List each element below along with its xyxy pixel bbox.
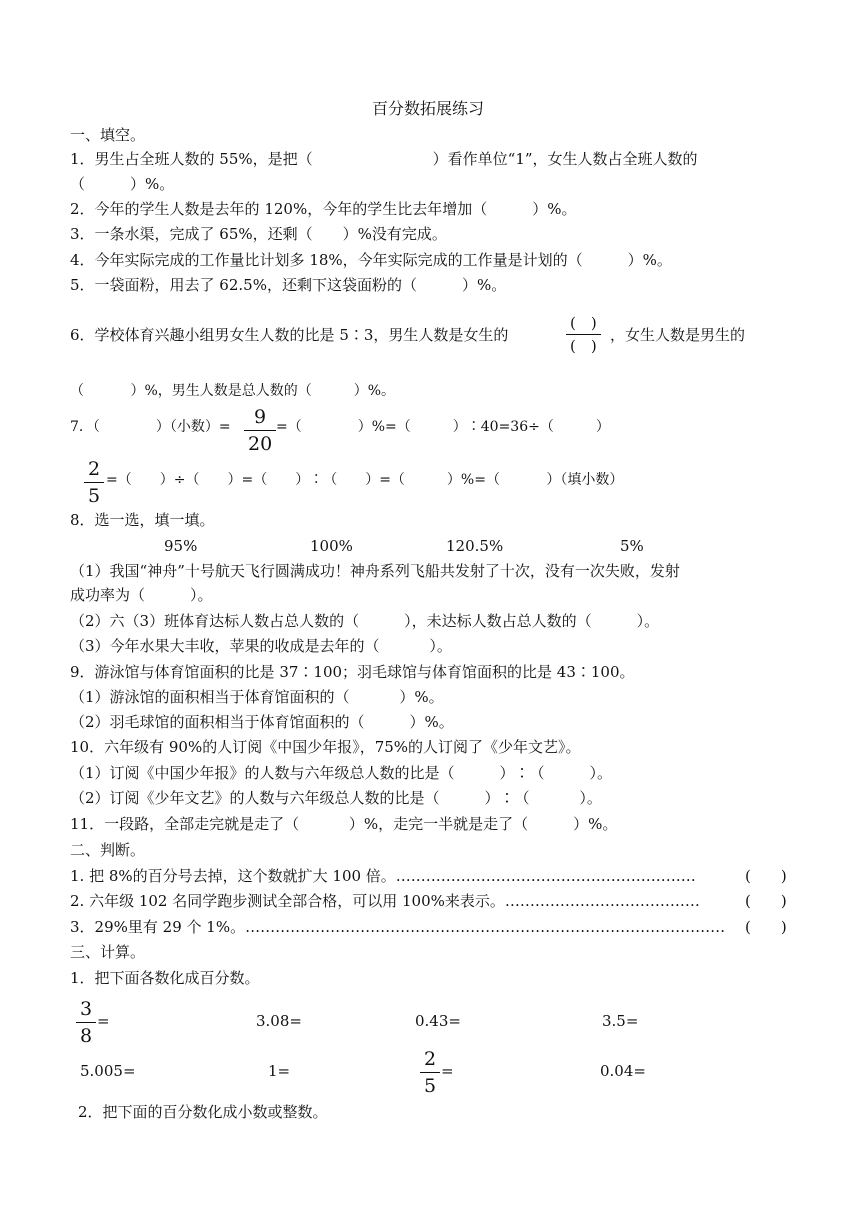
fraction-denominator: 20: [248, 433, 273, 455]
question-7-part-b: =（ ）÷（ ）=（ ）∶（ ）=（ ）%=（ ）（填小数）: [106, 472, 624, 488]
calc-item-3-5: 3.5=: [602, 1012, 639, 1030]
calc-fraction-2-5-equals: =: [441, 1062, 454, 1080]
calc-item-1: 1=: [268, 1062, 291, 1080]
calc-subheading-2: 2．把下面的百分数化成小数或整数。: [78, 1103, 328, 1121]
question-1-line-2: （ ）%。: [70, 175, 175, 193]
judge-item-3: 3．29%里有 29 个 1%。……………………………………………………………………………………: [70, 918, 726, 936]
question-8-heading: 8．选一选，填一填。: [70, 511, 215, 529]
judge-item-1-answer-box: ( ): [745, 867, 787, 885]
question-8-part-1-line-2: 成功率为（ ）。: [70, 586, 213, 604]
page-title: 百分数拓展练习: [372, 99, 485, 118]
question-4: 4．今年实际完成的工作量比计划多 18%，今年实际完成的工作量是计划的（ ）%。: [70, 251, 672, 269]
option-5: 5%: [620, 537, 644, 555]
question-11: 11．一段路，全部走完就是走了（ ）%，走完一半就是走了（ ）%。: [70, 815, 618, 833]
fraction-denominator: ( ): [570, 337, 597, 355]
judge-item-2-answer-box: ( ): [745, 892, 787, 910]
judge-item-3-answer-box: ( ): [745, 918, 787, 936]
question-8-part-2: （2）六（3）班体育达标人数占总人数的（ ），未达标人数占总人数的（ ）。: [70, 612, 660, 630]
question-6-fraction: [566, 312, 601, 357]
calc-item-0-43: 0.43=: [415, 1012, 461, 1030]
question-6-line-2: （ ）%，男生人数是总人数的（ ）%。: [70, 383, 396, 399]
fraction-numerator: 2: [88, 458, 101, 480]
section-judge-heading: 二、判断。: [70, 841, 146, 859]
question-5: 5．一袋面粉，用去了 62.5%，还剩下这袋面粉的（ ）%。: [70, 276, 507, 294]
question-2: 2．今年的学生人数是去年的 120%，今年的学生比去年增加（ ）%。: [70, 200, 577, 218]
question-3: 3．一条水渠，完成了 65%，还剩（ ）%没有完成。: [70, 225, 447, 243]
section-calc-heading: 三、计算。: [70, 943, 146, 961]
calc-item-5-005: 5.005=: [80, 1062, 136, 1080]
calc-fraction-2-5: [420, 1046, 440, 1099]
calc-item-3-08: 3.08=: [256, 1012, 302, 1030]
fraction-numerator: ( ): [570, 314, 597, 332]
option-120-5: 120.5%: [446, 537, 504, 555]
option-100: 100%: [310, 537, 353, 555]
option-95: 95%: [164, 537, 198, 555]
question-6-text-a: 6．学校体育兴趣小组男女生人数的比是 5∶3，男生人数是女生的: [70, 326, 509, 344]
question-9-heading: 9．游泳馆与体育馆面积的比是 37∶100；羽毛球馆与体育馆面积的比是 43∶100。: [70, 663, 635, 681]
calc-subheading-1: 1．把下面各数化成百分数。: [70, 969, 260, 987]
fraction-denominator: 5: [88, 485, 101, 507]
section-fill-blank-heading: 一、填空。: [70, 126, 146, 144]
question-9-part-2: （2）羽毛球馆的面积相当于体育馆面积的（ ）%。: [70, 713, 454, 731]
question-10-part-1: （1）订阅《中国少年报》的人数与六年级总人数的比是（ ）∶（ ）。: [70, 764, 613, 782]
judge-item-2: 2. 六年级 102 名同学跑步测试全部合格，可以用 100%来表示。…………………………………: [70, 892, 700, 910]
question-7-part-a-left: 7．（ ）（小数）=: [70, 419, 231, 435]
question-1-line-1: 1．男生占全班人数的 55%，是把（ ）看作单位“1”，女生人数占全班人数的: [70, 150, 698, 168]
question-10-heading: 10．六年级有 90%的人订阅《中国少年报》，75%的人订阅了《少年文艺》。: [70, 738, 581, 756]
question-7-fraction: [244, 404, 276, 457]
question-6-text-b: ，女生人数是男生的: [610, 326, 746, 344]
question-8-part-1-line-1: （1）我国“神舟”十号航天飞行圆满成功！神舟系列飞船共发射了十次，没有一次失败，发射: [70, 562, 680, 580]
fraction-numerator: 9: [254, 406, 267, 428]
question-10-part-2: （2）订阅《少年文艺》的人数与六年级总人数的比是（ ）∶（ ）。: [70, 789, 602, 807]
fraction-denominator: 5: [424, 1075, 437, 1097]
question-7-part-a-right: =（ ）%=（ ）∶40=36÷（ ）: [276, 419, 610, 435]
calc-item-0-04: 0.04=: [600, 1062, 646, 1080]
judge-item-1: 1. 把 8%的百分号去掉，这个数就扩大 100 倍。……………………………………………………: [70, 867, 696, 885]
question-7-fraction-b: [84, 456, 104, 509]
fraction-numerator: 2: [424, 1048, 437, 1070]
question-8-part-3: （3）今年水果大丰收，苹果的收成是去年的（ ）。: [70, 637, 452, 655]
fraction-numerator: 3: [80, 998, 93, 1020]
fraction-denominator: 8: [80, 1025, 93, 1047]
question-9-part-1: （1）游泳馆的面积相当于体育馆面积的（ ）%。: [70, 688, 444, 706]
calc-fraction-3-8: [76, 996, 96, 1049]
calc-fraction-3-8-equals: =: [97, 1012, 110, 1030]
